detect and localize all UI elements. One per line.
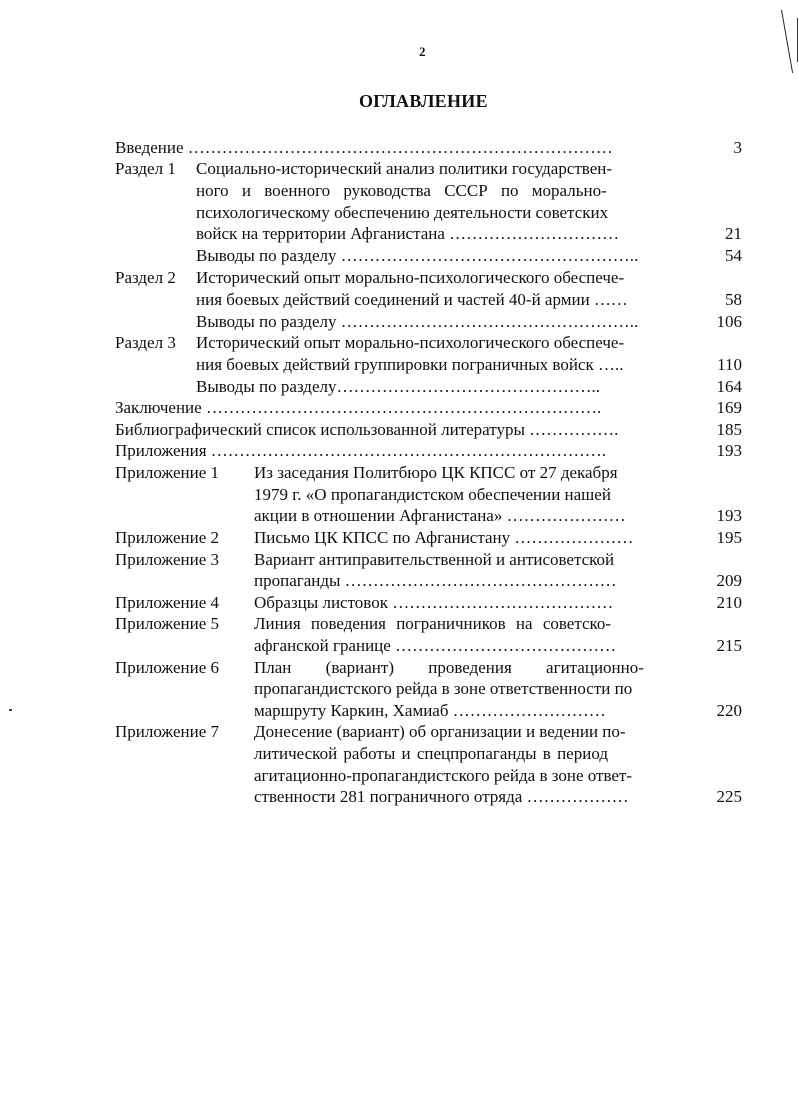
appendix-6-label: Приложение 6 [115,658,219,677]
scan-edge-mark [797,18,798,62]
toc-page-number: 106 [716,312,742,331]
appendix-3-title-line: пропаганды ………………………………………… [254,571,617,590]
appendix-1-title-line: акции в отношении Афганистана» ………………… [254,506,626,525]
section-1-label: Раздел 1 [115,159,176,178]
toc-page-number: 210 [716,593,742,612]
page-title: ОГЛАВЛЕНИЕ [359,91,488,111]
section-2-title-line: Исторический опыт морально-психологического обеспече- [196,268,625,287]
appendix-6-title-line: маршруту Каркин, Хамиаб ……………………… [254,701,606,720]
toc-entry-bibliography: Библиографический список использованной литературы ……………. [115,420,619,439]
appendix-7-label: Приложение 7 [115,722,219,741]
section-3-title-line: Исторический опыт морально-психологического обеспече- [196,333,625,352]
appendix-2-title-line: Письмо ЦК КПСС по Афганистану ………………… [254,528,634,547]
toc-page-number: 195 [716,528,742,547]
section-2-label: Раздел 2 [115,268,176,287]
toc-page-number: 3 [733,138,742,157]
section-3-title-line: ния боевых действий группировки пограничных войск ….. [196,355,624,374]
appendix-7-title-line: ственности 281 пограничного отряда ……………… [254,787,629,806]
appendix-5-label: Приложение 5 [115,614,219,633]
scan-edge-mark [781,10,793,73]
appendix-6-title-line: пропагандистского рейда в зоне ответственности по [254,679,633,698]
appendix-7-title-line: литической работы и спецпропаганды в период [254,744,608,763]
toc-page-number: 209 [716,571,742,590]
page-number: 2 [419,44,426,59]
toc-page-number: 185 [716,420,742,439]
section-1-title-line: ного и военного руководства СССР по морально- [196,181,607,200]
appendix-4-title-line: Образцы листовок ………………………………… [254,593,614,612]
toc-page-number: 164 [716,377,742,396]
appendix-3-title-line: Вариант антиправительственной и антисоветской [254,550,615,569]
appendix-7-title-line: агитационно-пропагандистского рейда в зоне ответ- [254,766,633,785]
toc-page-number: 21 [725,224,742,243]
toc-page-number: 169 [716,398,742,417]
scan-speck [9,709,12,711]
section-2-conclusion: Выводы по разделу …………………………………………….. [196,312,639,331]
toc-entry-appendices: Приложения ……………………………………………………………. [115,441,607,460]
toc-entry-text: Введение ………………………………………………………………… [115,138,613,157]
section-2-title-line: ния боевых действий соединений и частей 40-й армии …… [196,290,628,309]
toc-page-number: 193 [716,506,742,525]
section-1-title-line: Социально-исторический анализ политики государствен- [196,159,613,178]
appendix-3-label: Приложение 3 [115,550,219,569]
toc-page-number: 215 [716,636,742,655]
toc-page-number: 193 [716,441,742,460]
appendix-6-title-line: План (вариант) проведения агитационно- [254,658,644,677]
appendix-1-label: Приложение 1 [115,463,219,482]
appendix-5-title-line: Линия поведения пограничников на советско- [254,614,612,633]
section-1-title-line: психологическому обеспечению деятельности советских [196,203,609,222]
appendix-1-title-line: Из заседания Политбюро ЦК КПСС от 27 декабря [254,463,618,482]
toc-page-number: 220 [716,701,742,720]
appendix-7-title-line: Донесение (вариант) об организации и ведении по- [254,722,626,741]
toc-page-number: 225 [716,787,742,806]
toc-page-number: 110 [717,355,742,374]
toc-entry-conclusion: Заключение ……………………………………………………………. [115,398,602,417]
appendix-5-title-line: афганской границе ………………………………… [254,636,617,655]
toc-page-number: 58 [725,290,742,309]
section-1-conclusion: Выводы по разделу …………………………………………….. [196,246,639,265]
appendix-1-title-line: 1979 г. «О пропагандистском обеспечении нашей [254,485,611,504]
toc-page-number: 54 [725,246,742,265]
section-3-label: Раздел 3 [115,333,176,352]
section-3-conclusion: Выводы по разделу……………………………………….. [196,377,600,396]
appendix-2-label: Приложение 2 [115,528,219,547]
appendix-4-label: Приложение 4 [115,593,219,612]
section-1-title-line: войск на территории Афганистана ………………………… [196,224,620,243]
